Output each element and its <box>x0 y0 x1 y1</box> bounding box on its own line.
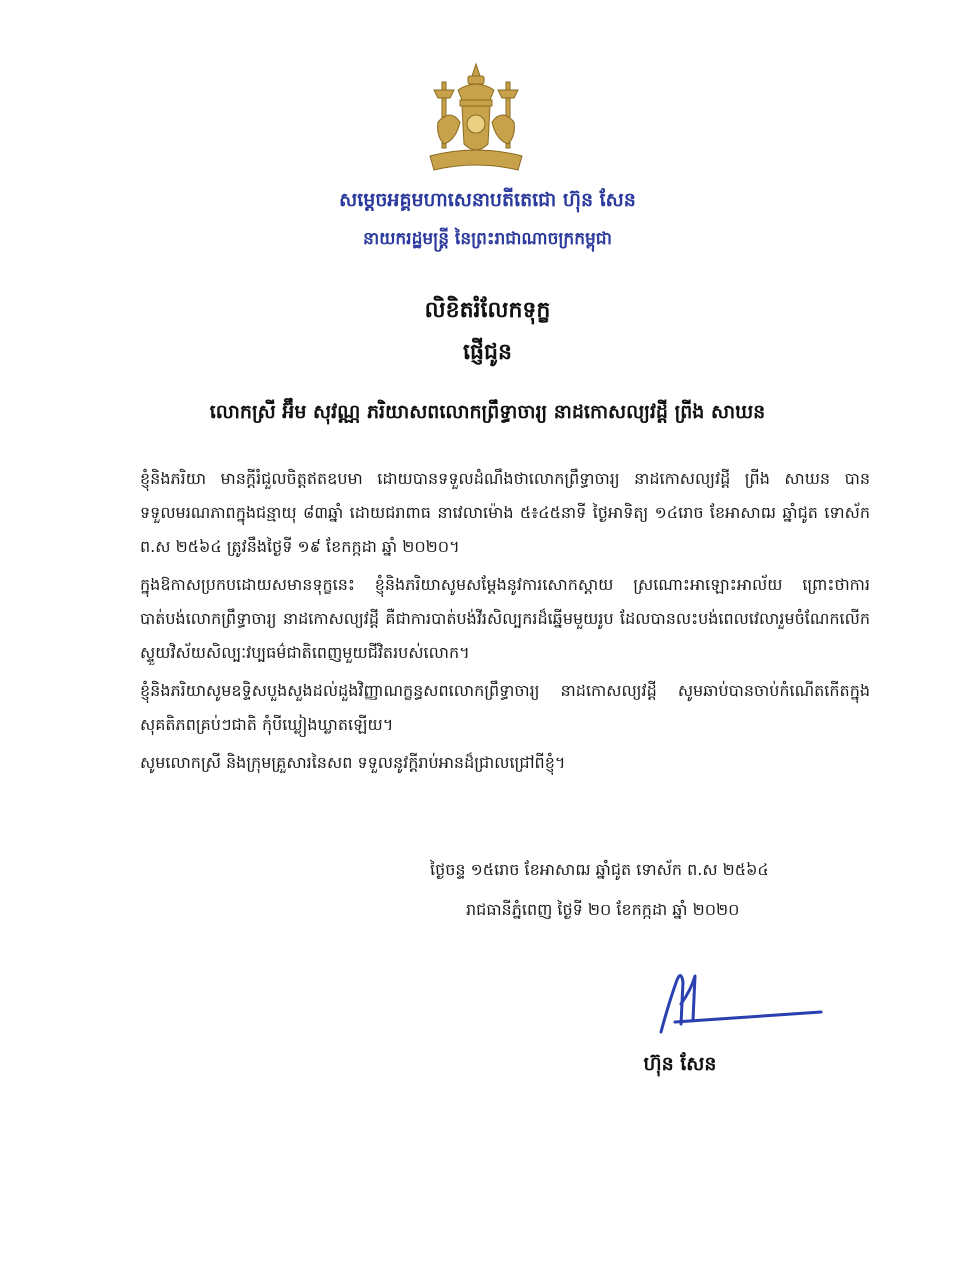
date-block <box>430 850 870 930</box>
body-paragraph-2: ក្នុងឱកាសប្រកបដោយសមានទុក្ខនេះ ខ្ញុំនិងភរិយាសូមសម្ដែងនូវការសោកស្ដាយ ស្រណោះអាឡោះអាល័យ ព្រោះថាការបាត់បង់លោកព្រឹទ្ធាចារ្យ នាដកោសល្យវដ្ដី គឺជាការបាត់បង់វីរសិល្បករដ៏ឆ្នើមមួយរូប ដែលបានលះបង់ពេលវេលារួមចំណែកលើកស្ទួយវិស័យសិល្បៈវប្បធម៌ជាតិពេញមួយជីវិតរបស់លោក។ <box>140 575 870 662</box>
royal-arms-emblem-icon <box>420 60 532 178</box>
lunar-date: ថ្ងៃចន្ទ ១៥រោច ខែអាសាឍ ឆ្នាំជូត ទោស័ក ព.ស ២៥៦៤ <box>430 860 769 879</box>
signer-name: ហ៊ុន សែន <box>643 1053 717 1075</box>
body-paragraph-4: សូមលោកស្រី និងក្រុមគ្រួសារនៃសព ទទួលនូវក្ដីរាប់អានដ៏ជ្រាលជ្រៅពីខ្ញុំ។ <box>140 753 566 772</box>
issuer-title: សម្តេចអគ្គមហាសេនាបតីតេជោ ហ៊ុន សែន <box>339 189 636 211</box>
signature-icon <box>655 962 825 1040</box>
recipient-line: លោកស្រី អ៊ឹម សុវណ្ណ ភរិយាសពលោកព្រឹទ្ធាចារ្យ នាដកោសល្យវដ្ដី ព្រីង សាឃន <box>209 401 766 423</box>
letter-title: លិខិតរំលែកទុក្ខ <box>424 298 551 323</box>
place-date: រាជធានីភ្នំពេញ ថ្ងៃទី ២០ ខែកក្កដា ឆ្នាំ ២០២០ <box>466 900 740 919</box>
issuer-position: នាយករដ្ឋមន្ត្រី នៃព្រះរាជាណាចក្រកម្ពុជា <box>363 229 612 249</box>
letter-subtitle: ផ្ញើជូន <box>463 340 512 365</box>
letter-body <box>140 462 870 784</box>
body-paragraph-3: ខ្ញុំនិងភរិយាសូមឧទ្ទិសបួងសួងដល់ដួងវិញ្ញាណក្ខន្ធសពលោកព្រឹទ្ធាចារ្យ នាដកោសល្យវដ្ដី សូមឆាប់បានចាប់កំណើតកើតក្នុងសុគតិភពគ្រប់ៗជាតិ កុំបីឃ្លៀងឃ្លាតឡើយ។ <box>140 681 870 734</box>
body-paragraph-1: ខ្ញុំនិងភរិយា មានក្ដីរំជួលចិត្តឥតឧបមា ដោយបានទទួលដំណឹងថាលោកព្រឹទ្ធាចារ្យ នាដកោសល្យវដ្ដី ព្រីង សាឃន បានទទួលមរណភាពក្នុងជន្មាយុ ៨៣ឆ្នាំ ដោយជរាពាធ នាវេលាម៉ោង ៥៖៤៥នាទី ថ្ងៃអាទិត្យ ១៤រោច ខែអាសាឍ ឆ្នាំជូត ទោស័ក ព.ស ២៥៦៤ ត្រូវនឹងថ្ងៃទី ១៩ ខែកក្កដា ឆ្នាំ ២០២០។ <box>140 469 870 556</box>
